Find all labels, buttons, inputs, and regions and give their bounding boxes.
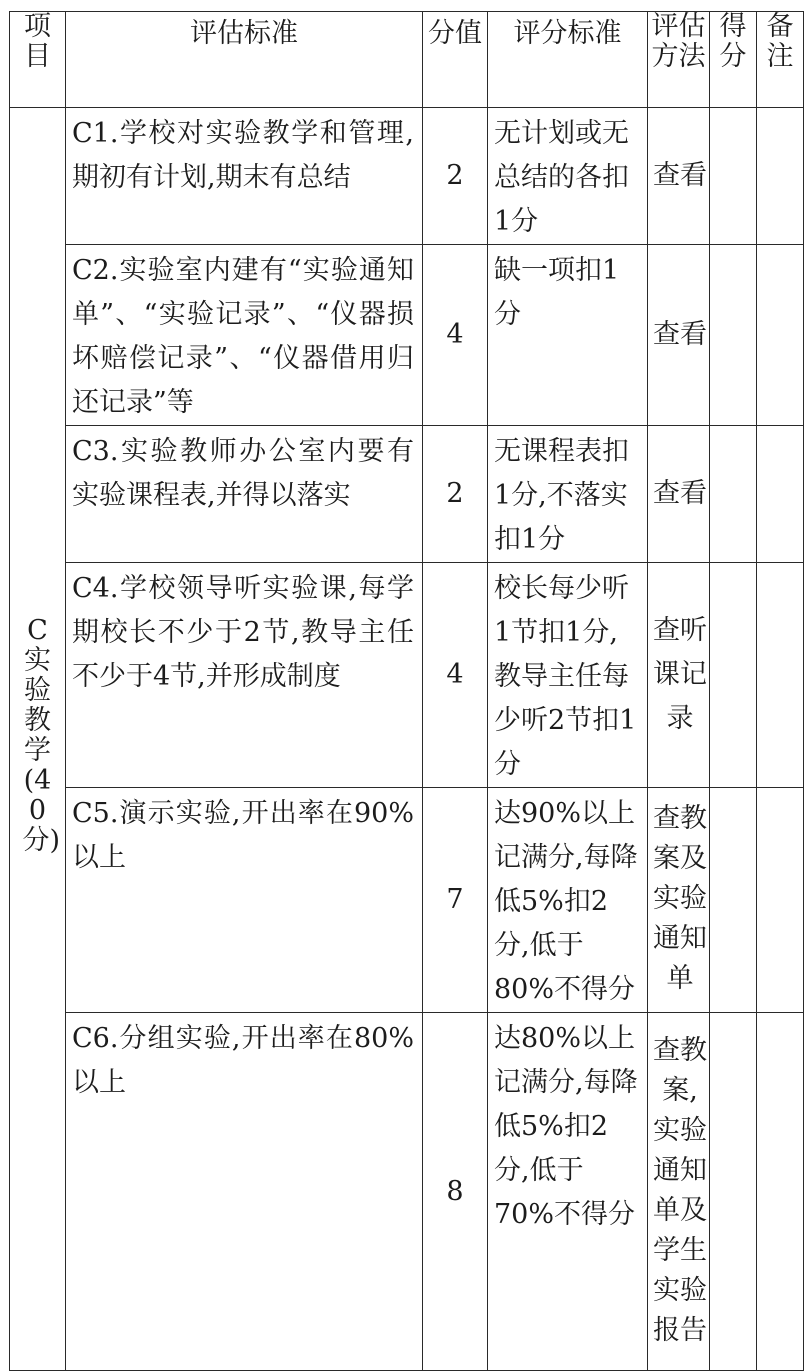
header-score-label: 分值 [428,18,482,49]
header-item-label: 项目 [24,11,51,72]
header-standard-label: 评估标准 [190,18,298,49]
standard-cell: C2.实验室内建有“实验通知单”、“实验记录”、“仪器损坏赔偿记录”、“仪器借用归还记录”等 [66,245,423,426]
rule-cell: 达90%以上记满分,每降低5%扣2分,低于80%不得分 [488,788,648,1013]
header-row [10,12,804,108]
table-row [10,426,804,563]
standard-cell: C1.学校对实验教学和管理,期初有计划,期末有总结 [66,108,423,245]
header-method-label: 评估方法 [651,11,706,72]
table-row [10,563,804,788]
note-cell [757,563,804,788]
method-cell [648,245,710,426]
method-cell [648,788,710,1013]
note-cell [757,108,804,245]
method-label: 查教案及实验通知单 [653,803,707,994]
method-label: 查看 [653,319,707,350]
score-cell: 4 [423,563,488,788]
rule-cell: 缺一项扣1分 [488,245,648,426]
score-cell: 4 [423,245,488,426]
header-item [10,12,66,108]
note-cell [757,245,804,426]
header-rule-label: 评分标准 [513,18,622,49]
standard-cell: C3.实验教师办公室内要有实验课程表,并得以落实 [66,426,423,563]
table-row [10,788,804,1013]
method-cell [648,563,710,788]
section-label: C实验教学(40分) [22,614,61,856]
earned-cell [710,426,757,563]
header-note [757,12,804,108]
score-cell: 2 [423,426,488,563]
header-score [423,12,488,108]
earned-cell [710,563,757,788]
rule-cell: 达80%以上记满分,每降低5%扣2分,低于70%不得分 [488,1013,648,1371]
header-note-label: 备注 [766,11,794,72]
header-earned-label: 得分 [719,11,747,72]
table-row [10,1013,804,1371]
method-label: 查听课记录 [653,615,707,734]
rule-cell: 无计划或无总结的各扣1分 [488,108,648,245]
method-cell [648,1013,710,1371]
table-row [10,245,804,426]
rule-cell: 校长每少听1节扣1分,教导主任每少听2节扣1分 [488,563,648,788]
header-method [648,12,710,108]
section-cell [10,108,66,1371]
rule-cell: 无课程表扣1分,不落实扣1分 [488,426,648,563]
table-row [10,108,804,245]
earned-cell [710,245,757,426]
method-label: 查教案,实验通知单及学生实验报告 [653,1034,707,1346]
standard-cell: C4.学校领导听实验课,每学期校长不少于2节,教导主任不少于4节,并形成制度 [66,563,423,788]
method-cell [648,108,710,245]
note-cell [757,426,804,563]
note-cell [757,788,804,1013]
standard-cell: C5.演示实验,开出率在90%以上 [66,788,423,1013]
earned-cell [710,788,757,1013]
earned-cell [710,1013,757,1371]
method-label: 查看 [653,160,707,191]
note-cell [757,1013,804,1371]
method-cell [648,426,710,563]
header-standard [66,12,423,108]
method-label: 查看 [653,478,707,509]
standard-cell: C6.分组实验,开出率在80%以上 [66,1013,423,1371]
score-cell: 8 [423,1013,488,1371]
earned-cell [710,108,757,245]
score-cell: 7 [423,788,488,1013]
header-rule [488,12,648,108]
evaluation-table [9,11,804,1371]
score-cell: 2 [423,108,488,245]
header-earned [710,12,757,108]
